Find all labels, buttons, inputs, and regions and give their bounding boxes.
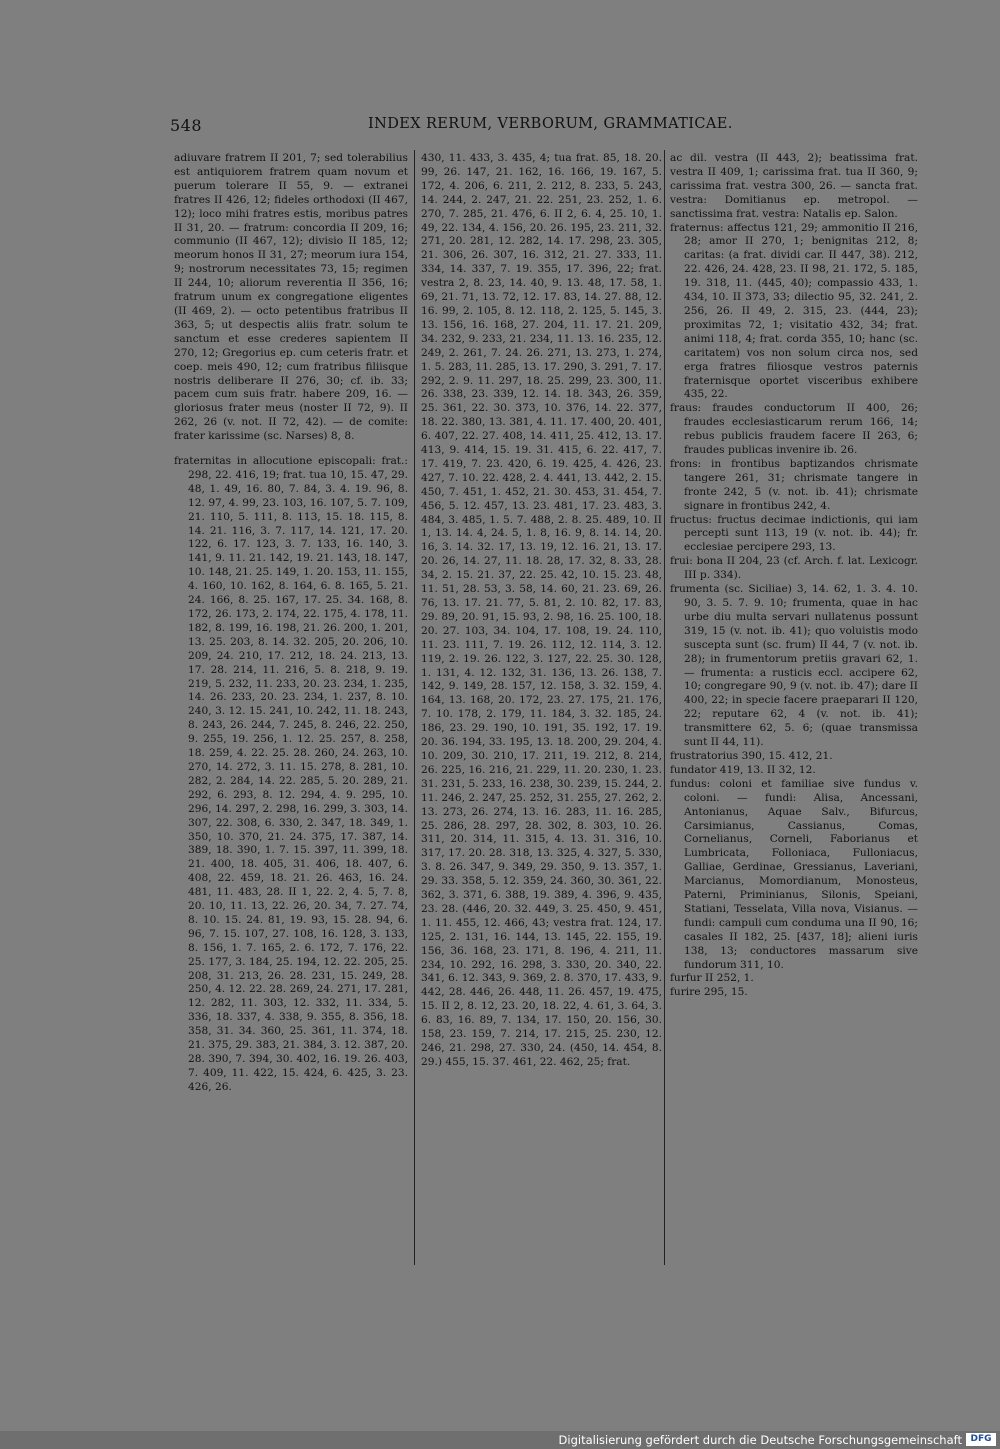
index-column-right	[670, 152, 918, 1270]
column-divider	[414, 150, 415, 1265]
index-entry-furire: furire 295, 15.	[670, 986, 748, 999]
index-entry-frons: frons: in frontibus baptizandos chrismate tangere 261, 31; chrismate tangere in fronte 242, 5 (v. not. ib. 41); chrismate signare in frontibus 242, 4.	[670, 457, 918, 512]
funding-credit: Digitalisierung gefördert durch die Deutsche Forschungsgemeinschaft	[558, 1433, 962, 1447]
index-entry-fundus: fundus: coloni et familiae sive fundus v. coloni. — fundi: Alisa, Ancessani, Antonianus, Aquae Salv., Bifurcus, Carsimianus, Cassianus, Comas, Cornelianus, Corneli, Faborianus et Lumbricata, Folloniaca, Fulloniacus, Galliae, Gerdinae, Gressianus, Laveriani, Marcianus, Momordianum, Monosteus, Paterni, Priminianus, Silonis, Speiani, Statiani, Tesselata, Villa nova, Visianus. — fundi: campuli cum conduma una II 90, 16; casales II 182, 25. [437, 18]; alieni iuris 138, 13; conductores massarum sive fundorum 311, 10.	[670, 777, 918, 971]
index-entry-continued: adiuvare fratrem II 201, 7; sed tolerabilius est antiquiorem fratrem quam novum et puerum tolerare II 55, 9. — extranei fratres II 426, 12; fideles orthodoxi (II 467, 12); loco mihi fratres estis, moribus patres II 31, 20. — fratrum: concordia II 209, 16; communio (II 467, 12); divisio II 185, 12; meorum honos II 31, 27; meorum iura 154, 9; nostrorum necessitates 73, 15; regimen II 244, 10; aliorum reverentia II 356, 16; fratrum unum ex congregatione eligentes (II 469, 2). — octo petentibus fratribus II 363, 5; ut despectis aliis fratr. solum te sanctum et esse crederes sapientem II 270, 12; Gregorius ep. cum ceteris fratr. et coep. meis 490, 12; cum fratribus filiisque nostris deliberare II 276, 30; cf. ib. 33; pacem cum suis fratr. habere 209, 16. — gloriosus frater meus (noster II 72, 9). II 262, 26 (v. not. II 72, 42). — de comite: frater karissime (sc. Narses) 8, 8.	[174, 152, 408, 443]
index-entry-furfur: furfur II 252, 1.	[670, 972, 754, 985]
index-column-middle	[421, 152, 662, 1270]
index-entry-fraus: fraus: fraudes conductorum II 400, 26; fraudes ecclesiasticarum rerum 166, 14; rebus publicis fraudem facere II 263, 6; fraudes publicas invenire ib. 26.	[670, 402, 918, 457]
page-header	[170, 116, 733, 138]
running-title: INDEX RERUM, VERBORUM, GRAMMATICAE.	[368, 116, 733, 132]
index-entry-fraternus: fraternus: affectus 121, 29; ammonitio II 216, 28; amor II 270, 1; benignitas 212, 8; caritas: (a frat. dividi car. II 447, 38). 212, 22. 426, 24. 428, 23. II 98, 21. 172, 5. 185, 19. 318, 11. (445, 40); compassio 433, 1. 434, 10. II 373, 33; dilectio 95, 32. 241, 2. 256, 26. II 49, 2. 315, 23. (444, 23); proximitas 72, 1; visitatio 432, 34; frat. animi 118, 4; frat. corda 355, 10; hanc (sc. caritatem) vos non solum circa nos, sed erga fratres filiosque vestros paternis fraternisque oportet visceribus exhibere 435, 22.	[670, 221, 918, 401]
index-entry-fundator: fundator 419, 13. II 32, 12.	[670, 763, 816, 776]
dfg-logo: DFG	[966, 1433, 996, 1446]
footer-bar	[0, 1431, 1000, 1449]
index-entry-fructus: fructus: fructus decimae indictionis, qui iam percepti sunt 113, 19 (v. not. ib. 44); fr. ecclesiae percipere 293, 13.	[670, 513, 918, 554]
index-entry-continued: 430, 11. 433, 3. 435, 4; tua frat. 85, 18. 20. 99, 26. 147, 21. 162, 16. 166, 19. 167, 5. 172, 4. 206, 6. 211, 2. 212, 8. 233, 5. 243, 14. 244, 2. 247, 21. 22. 251, 23. 252, 1. 6. 270, 7. 285, 21. 476, 6. II 2, 6. 4, 25. 10, 1. 49, 22. 134, 4. 156, 20. 26. 195, 23. 211, 32. 271, 20. 281, 12. 282, 14. 17. 298, 23. 305, 21. 306, 26. 307, 16. 312, 21. 27. 333, 11. 334, 14. 337, 7. 19. 355, 17. 396, 22; frat. vestra 2, 8. 23, 14. 40, 9. 13. 48, 17. 58, 1. 69, 21. 71, 13. 72, 12. 17. 83, 14. 27. 88, 12. 16. 99, 2. 105, 8. 12. 118, 2. 125, 5. 145, 3. 13. 156, 16. 168, 27. 204, 11. 17. 21. 209, 34. 232, 9. 233, 21. 234, 11. 13. 16. 235, 12. 249, 2. 261, 7. 24. 26. 271, 13. 273, 1. 274, 1. 5. 283, 11. 285, 13. 17. 290, 3. 291, 7. 17. 292, 2. 9. 11. 297, 18. 25. 299, 23. 300, 11. 26. 338, 23. 339, 12. 14. 18. 343, 26. 359, 25. 361, 22. 30. 373, 10. 376, 14. 22. 377, 18. 22. 380, 13. 381, 4. 11. 17. 400, 20. 401, 6. 407, 22. 27. 408, 14. 411, 25. 412, 13. 17. 413, 9. 414, 15. 19. 31. 415, 6. 22. 417, 7. 17. 419, 7. 23. 420, 6. 19. 425, 4. 426, 23. 427, 7. 10. 22. 428, 2. 4. 441, 13. 442, 2. 15. 450, 7. 451, 1. 452, 21. 30. 453, 31. 454, 7. 456, 5. 12. 457, 13. 23. 481, 17. 23. 483, 3. 484, 3. 485, 1. 5. 7. 488, 2. 8. 25. 489, 10. II 1, 13. 14. 4, 24. 5, 1. 8, 16. 9, 8. 14. 14, 20. 16, 3. 14. 32. 17, 13. 19, 12. 16. 21, 13. 17. 20. 26, 14. 27, 11. 18. 28, 17. 32, 8. 33, 28. 34, 2. 15. 21. 37, 22. 25. 42, 10. 15. 23. 48, 11. 51, 28. 53, 3. 58, 14. 60, 21. 23. 69, 26. 76, 13. 17. 21. 77, 5. 81, 2. 10. 82, 17. 83, 29. 89, 20. 91, 15. 93, 2. 98, 16. 25. 100, 18. 20. 27. 103, 34. 104, 17. 108, 19. 24. 110, 11. 23. 111, 7. 19. 26. 112, 12. 114, 3. 12. 119, 2. 19. 26. 122, 3. 127, 22. 25. 30. 128, 1. 131, 4. 12. 132, 31. 136, 13. 26. 138, 7. 142, 9. 149, 28. 157, 12. 158, 3. 32. 159, 4. 164, 13. 168, 20. 172, 23. 27. 175, 21. 176, 7. 10. 178, 2. 179, 11. 184, 3. 32. 185, 24. 186, 23. 29. 190, 10. 191, 35. 192, 17. 19. 20. 36. 194, 33. 195, 13. 18. 200, 29. 204, 4. 10. 209, 30. 210, 17. 211, 19. 212, 8. 214, 26. 225, 16. 216, 21. 229, 11. 20. 230, 1. 23. 31. 231, 5. 233, 16. 238, 30. 239, 15. 244, 2. 11. 246, 2. 247, 25. 252, 31. 255, 27. 262, 2. 13. 273, 26. 274, 13. 16. 283, 11. 16. 285, 25. 286, 28. 297, 28. 302, 8. 303, 10. 26. 311, 20. 314, 11. 315, 4. 13. 31. 316, 10. 317, 17. 20. 28. 318, 13. 325, 4. 327, 5. 330, 3. 8. 26. 347, 9. 349, 29. 350, 9. 13. 357, 1. 29. 33. 358, 5. 12. 359, 24. 360, 30. 361, 22. 362, 3. 371, 6. 388, 19. 389, 4. 396, 9. 435, 23. 28. (446, 20. 32. 449, 3. 25. 450, 9. 451, 1. 11. 455, 12. 466, 43; vestra frat. 124, 17. 125, 2. 131, 16. 144, 13. 145, 22. 155, 19. 156, 36. 168, 23. 171, 8. 196, 4. 211, 11. 234, 10. 292, 16. 298, 3. 330, 20. 340, 22. 341, 6. 12. 343, 9. 369, 2. 8. 370, 17. 433, 9. 442, 28. 446, 26. 448, 11. 26. 457, 19. 475, 15. II 2, 8. 12, 23. 20, 18. 22, 4. 61, 3. 64, 3. 6. 83, 16. 89, 7. 134, 17. 150, 20. 156, 30. 158, 23. 159, 7. 214, 17. 215, 25. 230, 12. 246, 21. 298, 27. 330, 24. (450, 14. 454, 8. 29.) 455, 15. 37. 461, 22. 462, 25; frat.	[421, 152, 662, 1068]
index-entry-frustratorius: frustratorius 390, 15. 412, 21.	[670, 749, 833, 762]
page-number: 548	[170, 116, 203, 135]
index-entry-frui: frui: bona II 204, 23 (cf. Arch. f. lat. Lexicogr. III p. 334).	[670, 555, 918, 582]
index-entry-fraternitas: fraternitas in allocutione episcopali: frat.: 298, 22. 416, 19; frat. tua 10, 15. 47, 29. 48, 1. 49, 16. 80, 7. 84, 3. 4. 19. 96, 8. 12. 97, 4. 99, 23. 103, 16. 107, 5. 7. 109, 21. 110, 5. 111, 8. 113, 15. 18. 115, 8. 14. 21. 116, 3. 7. 117, 14. 121, 17. 20. 122, 6. 17. 123, 3. 7. 133, 16. 140, 3. 141, 9. 11. 21. 142, 19. 21. 143, 18. 147, 10. 148, 21. 25. 149, 1. 20. 153, 11. 155, 4. 160, 10. 162, 8. 164, 6. 8. 165, 5. 21. 24. 166, 8. 25. 167, 17. 25. 34. 168, 8. 172, 26. 173, 2. 174, 22. 175, 4. 178, 11. 182, 8. 199, 16. 198, 21. 26. 200, 1. 201, 13. 25. 203, 8. 14. 32. 205, 20. 206, 10. 209, 24. 210, 17. 212, 18. 24. 213, 13. 17. 28. 214, 11. 216, 5. 8. 218, 9. 19. 219, 5. 232, 11. 233, 20. 23. 234, 1. 235, 14. 26. 233, 20. 23. 234, 1. 237, 8. 10. 240, 3. 12. 15. 241, 10. 242, 11. 18. 243, 8. 243, 26. 244, 7. 245, 8. 246, 22. 250, 9. 255, 19. 256, 1. 12. 25. 257, 8. 258, 18. 259, 4. 22. 25. 28. 260, 24. 263, 10. 270, 14. 272, 3. 11. 15. 278, 8. 281, 10. 282, 2. 284, 14. 22. 285, 5. 20. 289, 21. 292, 6. 293, 8. 12. 294, 4. 9. 295, 10. 296, 14. 297, 2. 298, 16. 299, 3. 303, 14. 307, 22. 308, 6. 330, 2. 347, 18. 349, 1. 350, 10. 370, 21. 24. 375, 17. 387, 14. 389, 18. 390, 1. 7. 15. 397, 11. 399, 18. 21. 400, 18. 405, 31. 406, 18. 407, 6. 408, 22. 459, 18. 21. 26. 463, 16. 24. 481, 11. 483, 28. II 1, 22. 2, 4. 5, 7. 8, 20. 10, 11. 13, 22. 26, 20. 34, 7. 27. 74, 8. 10. 15. 24. 81, 19. 93, 15. 28. 94, 6. 96, 7. 15. 107, 27. 108, 16. 128, 3. 133, 8. 156, 1. 7. 165, 2. 6. 172, 7. 176, 22. 25. 177, 3. 184, 25. 194, 12. 22. 205, 25. 208, 31. 213, 26. 28. 231, 15. 249, 28. 250, 4. 12. 22. 28. 269, 24. 271, 17. 281, 12. 282, 11. 303, 12. 332, 11. 334, 5. 336, 18. 337, 4. 338, 9. 355, 8. 356, 18. 358, 31. 34. 360, 25. 361, 11. 374, 18. 21. 375, 29. 383, 21. 384, 3. 12. 387, 20. 28. 390, 7. 394, 30. 402, 16. 19. 26. 403, 7. 409, 11. 422, 15. 424, 6. 425, 3. 23. 426, 26.	[174, 455, 408, 1093]
index-column-left	[160, 152, 408, 1270]
column-divider	[664, 150, 665, 1265]
index-entry-continued: ac dil. vestra (II 443, 2); beatissima frat. vestra II 409, 1; carissima frat. tua II 360, 9; carissima frat. vestra 300, 26. — sancta frat. vestra: Domitianus ep. metropol. — sanctissima frat. vestra: Natalis ep. Salon.	[670, 152, 918, 220]
index-entry-frumenta: frumenta (sc. Siciliae) 3, 14. 62, 1. 3. 4. 10. 90, 3. 5. 7. 9. 10; frumenta, quae in hac urbe diu multa servari nullatenus possunt 319, 15 (v. not. ib. 41); quo voluistis modo suscepta sunt (sc. frum) II 44, 7 (v. not. ib. 28); in frumentorum pretiis gravari 62, 1. — frumenta: a rusticis eccl. accipere 62, 10; congregare 90, 9 (v. not. ib. 47); dare II 400, 22; in specie facere praeparari II 120, 22; reputare 62, 4 (v. not. ib. 41); transmittere 62, 5. 6; (quae transmissa sunt II 44, 11).	[670, 583, 918, 749]
